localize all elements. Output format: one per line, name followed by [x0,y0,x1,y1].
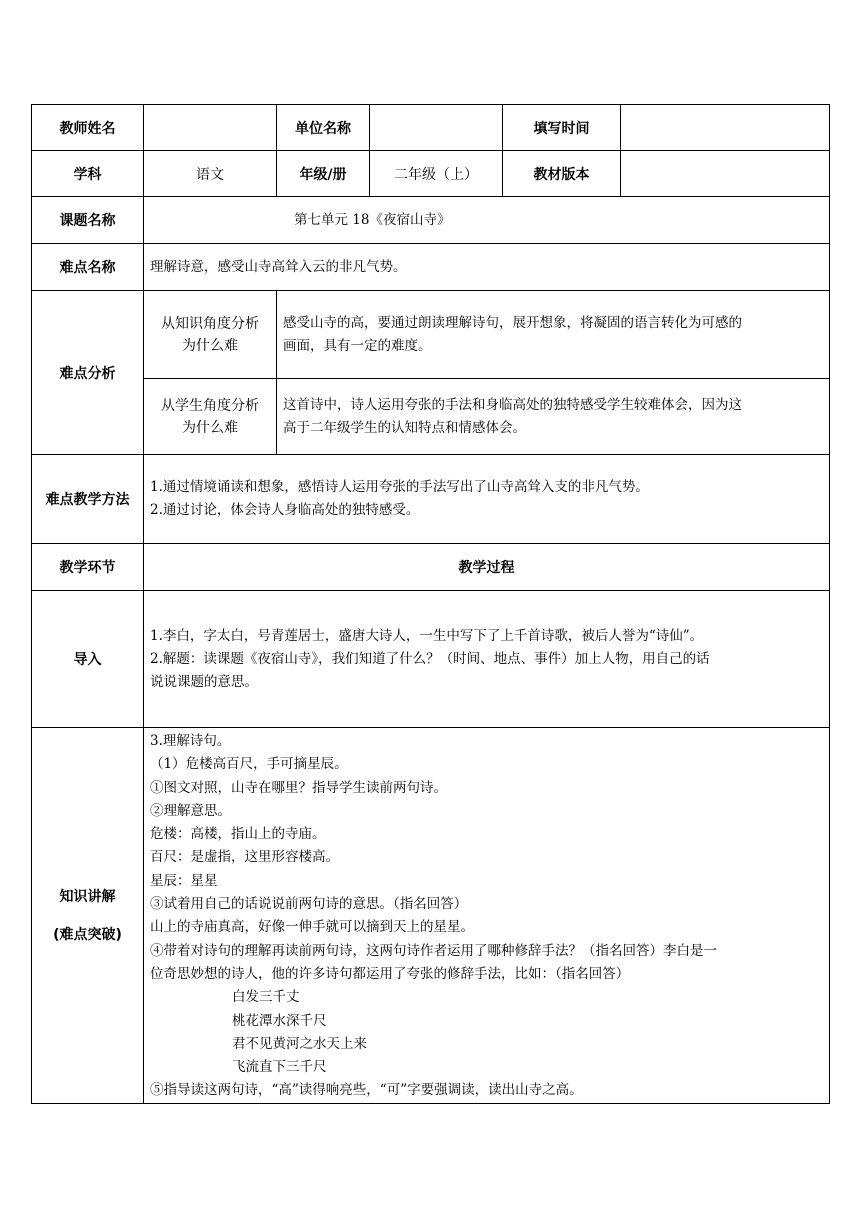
subject-value: 语文 [144,151,277,197]
unit-name-value [370,105,503,151]
poem-example: 君不见黄河之水天上来 [232,1035,367,1052]
student-angle-label-line: 从学生角度分析 [161,397,259,414]
knowledge-row [32,728,830,1104]
teaching-step-label: 教学环节 [32,544,144,591]
intro-line: 1.李白，字太白，号青莲居士，盛唐大诗人，一生中写下了上千首诗歌，被后人誉为“诗仙”。 [150,627,704,644]
topic-row [32,197,830,244]
knowledge-line: ③试着用自己的话说说前两句诗的意思。（指名回答） [150,896,468,913]
intro-text [144,591,830,728]
knowledge-line: 位奇思妙想的诗人，他的许多诗句都运用了夸张的修辞手法，比如：（指名回答） [150,965,630,982]
student-angle-text [277,379,830,455]
method-label: 难点教学方法 [32,455,144,544]
student-angle-text-line: 高于二年级学生的认知特点和情感体会。 [283,419,526,436]
fill-date-label: 填写时间 [503,105,621,151]
teacher-name-label: 教师姓名 [32,105,144,151]
lesson-plan-table [31,104,830,1104]
topic-text: 第七单元 18《夜宿山寺》 [294,211,451,228]
knowledge-line: 百尺：是虚指，这里形容楼高。 [150,849,339,866]
knowledge-line: 山上的寺庙真高，好像一伸手就可以摘到天上的星星。 [150,919,474,936]
grade-label: 年级/册 [277,151,370,197]
knowledge-angle-label [144,291,277,379]
edition-value [621,151,830,197]
knowledge-line: ④带着对诗句的理解再读前两句诗，这两句诗作者运用了哪种修辞手法？（指名回答）李白是一 [150,942,717,959]
intro-row [32,591,830,728]
intro-line: 说说课题的意思。 [150,673,258,690]
knowledge-angle-label-line: 从知识角度分析 [161,315,259,332]
method-text [144,455,830,544]
knowledge-line: （1）危楼高百尺，手可摘星辰。 [150,756,348,773]
process-header-row [32,544,830,591]
knowledge-last-line: ⑤指导读这两句诗，“高”读得响亮些，“可”字要强调读，读出山寺之高。 [150,1082,583,1099]
intro-line: 2.解题：读课题《夜宿山寺》，我们知道了什么？（时间、地点、事件）加上人物，用自己的话 [150,650,710,667]
header-row-1 [32,105,830,151]
intro-label: 导入 [32,591,144,728]
knowledge-angle-text-line: 画面，具有一定的难度。 [283,337,432,354]
knowledge-label-main: 知识讲解 [59,889,116,906]
difficulty-label: 难点名称 [32,244,144,291]
student-angle-label-line: 为什么难 [182,419,238,436]
knowledge-line: ①图文对照，山寺在哪里？指导学生读前两句诗。 [150,779,447,796]
topic-label: 课题名称 [32,197,144,244]
method-row [32,455,830,544]
knowledge-label [32,728,144,1104]
teaching-process-heading: 教学过程 [144,544,830,591]
student-angle-label [144,379,277,455]
knowledge-label-sub: (难点突破) [53,927,122,944]
poem-example: 飞流直下三千尺 [232,1059,327,1076]
knowledge-angle-label-line: 为什么难 [182,337,238,354]
fill-date-value [621,105,830,151]
method-line: 2.通过讨论，体会诗人身临高处的独特感受。 [150,502,420,518]
knowledge-text [144,728,830,1104]
knowledge-line: 星辰：星星 [150,872,218,889]
knowledge-line: ②理解意思。 [150,802,231,819]
poem-example: 白发三千丈 [232,989,300,1006]
subject-label: 学科 [32,151,144,197]
student-angle-text-line: 这首诗中，诗人运用夸张的手法和身临高处的独特感受学生较难体会，因为这 [283,396,742,413]
poem-example: 桃花潭水深千尺 [232,1012,327,1029]
teacher-name-value [144,105,277,151]
knowledge-angle-text-line: 感受山寺的高，要通过朗读理解诗句，展开想象，将凝固的语言转化为可感的 [283,314,742,331]
edition-label: 教材版本 [503,151,621,197]
difficulty-row [32,244,830,291]
grade-value: 二年级（上） [370,151,503,197]
difficulty-value: 理解诗意，感受山寺高耸入云的非凡气势。 [144,244,830,291]
knowledge-line: 3.理解诗句。 [150,733,231,749]
knowledge-line: 危楼：高楼，指山上的寺庙。 [150,826,326,843]
header-row-2 [32,151,830,197]
knowledge-angle-text [277,291,830,379]
method-line: 1.通过情境诵读和想象，感悟诗人运用夸张的手法写出了山寺高耸入支的非凡气势。 [150,479,649,495]
analysis-row-student [32,379,830,455]
analysis-label: 难点分析 [32,291,144,455]
analysis-row-knowledge [32,291,830,379]
unit-name-label: 单位名称 [277,105,370,151]
topic-value [144,197,830,244]
